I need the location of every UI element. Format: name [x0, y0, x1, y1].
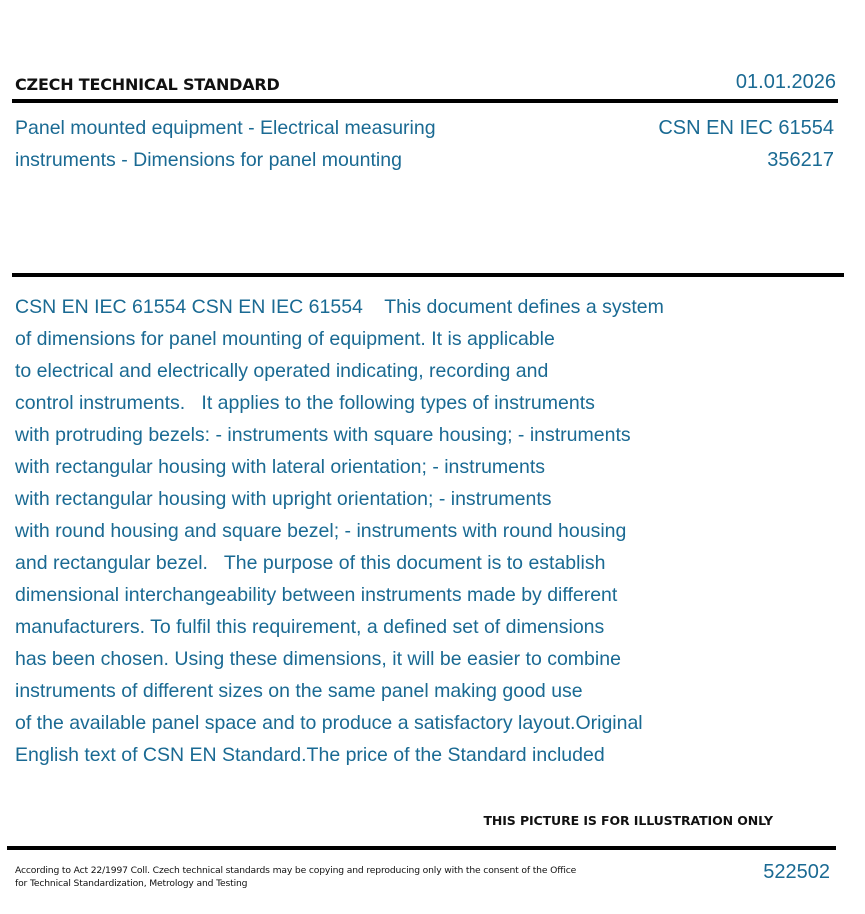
legal-notice-line-2: for Technical Standardization, Metrology and Testing: [15, 878, 248, 889]
document-title-line-2: instruments - Dimensions for panel mounting: [15, 149, 402, 171]
abstract-line: instruments of different sizes on the same panel making good use: [15, 680, 583, 702]
abstract-line: English text of CSN EN Standard.The price of the Standard included: [15, 744, 605, 766]
abstract-line: and rectangular bezel. The purpose of this document is to establish: [15, 552, 606, 574]
abstract-line: with protruding bezels: - instruments with square housing; - instruments: [15, 424, 631, 446]
title-divider: [12, 273, 844, 277]
illustration-disclaimer: THIS PICTURE IS FOR ILLUSTRATION ONLY: [483, 813, 773, 828]
abstract-line: with rectangular housing with upright orientation; - instruments: [15, 488, 552, 510]
abstract-line: control instruments. It applies to the following types of instruments: [15, 392, 595, 414]
document-title-line-1: Panel mounted equipment - Electrical measuring: [15, 117, 436, 139]
legal-notice-line-1: According to Act 22/1997 Coll. Czech technical standards may be copying and reproducing only with the consent of the Office: [15, 865, 577, 876]
abstract-line: manufacturers. To fulfil this requirement, a defined set of dimensions: [15, 616, 605, 638]
abstract-text: [15, 291, 664, 771]
abstract-line: with round housing and square bezel; - instruments with round housing: [15, 520, 627, 542]
publication-date: 01.01.2026: [735, 71, 836, 93]
legal-notice: [15, 864, 576, 890]
footer-divider: [7, 846, 836, 850]
abstract-line: of dimensions for panel mounting of equipment. It is applicable: [15, 328, 555, 350]
standard-type-label: CZECH TECHNICAL STANDARD: [15, 75, 280, 94]
abstract-line: of the available panel space and to produce a satisfactory layout.Original: [15, 712, 643, 734]
catalog-number: 356217: [767, 149, 834, 171]
abstract-line: to electrical and electrically operated indicating, recording and: [15, 360, 549, 382]
standard-code: CSN EN IEC 61554: [658, 117, 834, 139]
abstract-line: with rectangular housing with lateral orientation; - instruments: [15, 456, 546, 478]
abstract-line: dimensional interchangeability between instruments made by different: [15, 584, 618, 606]
abstract-line: has been chosen. Using these dimensions, it will be easier to combine: [15, 648, 621, 670]
header-divider: [12, 99, 838, 103]
document-id-number: 522502: [763, 861, 830, 883]
abstract-line: CSN EN IEC 61554 CSN EN IEC 61554 This document defines a system: [15, 296, 664, 318]
